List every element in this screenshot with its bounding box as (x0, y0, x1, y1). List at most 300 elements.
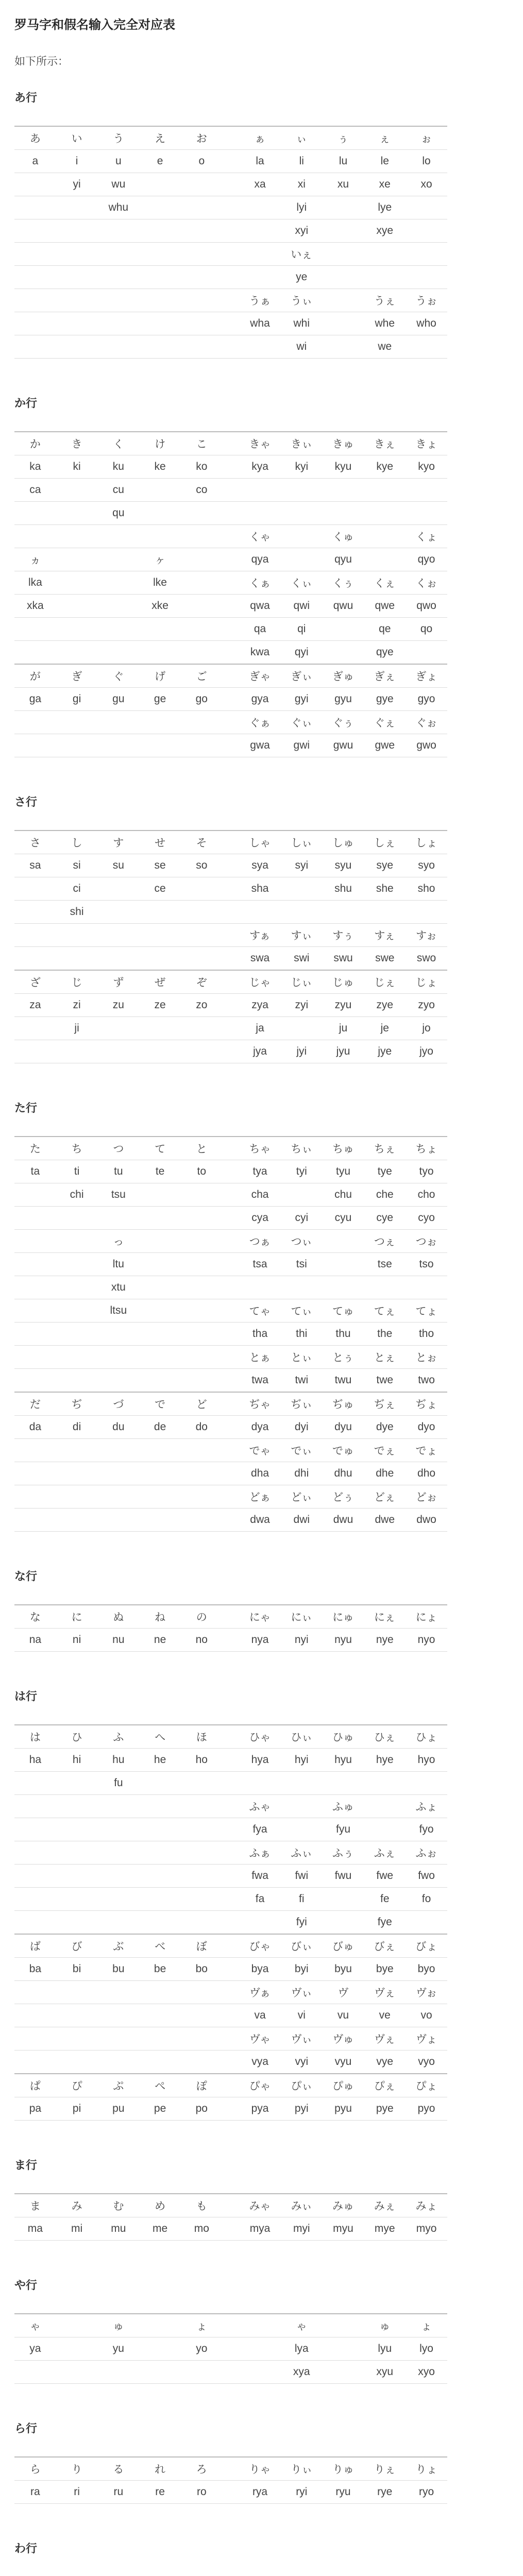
table-cell: きぇ (364, 432, 406, 455)
table-cell: ヴょ (406, 2027, 447, 2050)
table-cell: shi (56, 901, 98, 924)
table-cell: di (56, 1416, 98, 1439)
table-cell (97, 2361, 139, 2384)
table-cell: sha (239, 877, 281, 901)
table-cell (56, 1462, 98, 1485)
table-row (14, 901, 447, 924)
table-cell: てぃ (281, 1299, 323, 1323)
table-cell: ちゃ (239, 1137, 281, 1160)
table-cell: ye (281, 266, 323, 289)
table-cell: ぎゃ (239, 664, 281, 688)
table-cell: bi (56, 1958, 98, 1981)
table-cell: ふぅ (323, 1841, 364, 1865)
table-cell (281, 548, 323, 571)
table-cell: dye (364, 1416, 406, 1439)
table-cell (323, 641, 364, 665)
table-cell (139, 173, 181, 196)
table-cell: syo (406, 854, 447, 877)
table-cell (14, 1276, 56, 1299)
table-row (14, 1818, 447, 1841)
table-cell: su (97, 854, 139, 877)
table-cell: syu (323, 854, 364, 877)
table-cell: ひょ (406, 1725, 447, 1749)
table-row (14, 711, 447, 734)
table-cell (239, 1276, 281, 1299)
table-cell: ke (139, 455, 181, 479)
table-cell (281, 1818, 323, 1841)
table-cell: fwi (281, 1865, 323, 1888)
table-cell (56, 1818, 98, 1841)
table-cell: be (139, 1958, 181, 1981)
table-cell (97, 219, 139, 243)
column-gap (223, 1323, 240, 1346)
table-cell (14, 335, 56, 359)
table-cell: jyi (281, 1040, 323, 1063)
table-cell: u (97, 150, 139, 173)
table-cell (139, 2050, 181, 2074)
intro-text: 如下所示： (14, 56, 69, 67)
table-cell: へ (139, 1725, 181, 1749)
table-cell: そ (181, 831, 223, 854)
table-cell: va (239, 2004, 281, 2027)
table-cell: ち (56, 1137, 98, 1160)
table-cell: hyi (281, 1749, 323, 1772)
table-cell: i (56, 150, 98, 173)
table-cell: za (14, 994, 56, 1017)
table-cell (139, 289, 181, 312)
table-cell: cu (97, 479, 139, 502)
table-cell: hyu (323, 1749, 364, 1772)
table-cell (139, 1369, 181, 1393)
table-cell (14, 1841, 56, 1865)
table-cell (181, 548, 223, 571)
table-cell (364, 901, 406, 924)
column-gap (223, 664, 240, 688)
table-cell (14, 877, 56, 901)
table-cell: bya (239, 1958, 281, 1981)
table-cell (406, 1276, 447, 1299)
table-cell: ヴぇ (364, 2027, 406, 2050)
table-cell (56, 1276, 98, 1299)
table-cell (97, 877, 139, 901)
table-cell: せ (139, 831, 181, 854)
table-cell (97, 618, 139, 641)
table-cell (364, 1276, 406, 1299)
table-cell: dyi (281, 1416, 323, 1439)
table-cell: ltu (97, 1253, 139, 1276)
table-cell: ya (14, 2337, 56, 2361)
table-cell: ぢ (56, 1392, 98, 1416)
table-cell (281, 502, 323, 525)
table-row (14, 571, 447, 595)
column-gap (223, 2457, 240, 2481)
table-cell: だ (14, 1392, 56, 1416)
table-cell: qyi (281, 641, 323, 665)
table-cell: tsi (281, 1253, 323, 1276)
table-cell: tyo (406, 1160, 447, 1183)
table-row (14, 243, 447, 266)
table-cell: gye (364, 688, 406, 711)
kana-section (14, 2157, 502, 2241)
table-cell (14, 1017, 56, 1040)
table-row (14, 2194, 447, 2217)
table-cell (56, 335, 98, 359)
table-cell: きぃ (281, 432, 323, 455)
column-gap (223, 455, 240, 479)
table-cell: うぇ (364, 289, 406, 312)
table-cell: xtu (97, 1276, 139, 1299)
table-cell (239, 2314, 281, 2337)
table-cell: qyu (323, 548, 364, 571)
table-cell: vye (364, 2050, 406, 2074)
table-cell: nya (239, 1629, 281, 1652)
table-cell (139, 525, 181, 548)
table-cell: twi (281, 1369, 323, 1393)
table-cell: ぢぇ (364, 1392, 406, 1416)
table-cell (139, 219, 181, 243)
kana-section (14, 1099, 502, 1532)
table-cell (406, 196, 447, 219)
table-cell: to (181, 1160, 223, 1183)
table-cell: に (56, 1605, 98, 1629)
table-cell (97, 1369, 139, 1393)
table-row (14, 1888, 447, 1911)
table-row (14, 2074, 447, 2097)
column-gap (223, 641, 240, 665)
table-cell: zya (239, 994, 281, 1017)
table-cell: qwi (281, 595, 323, 618)
table-cell: いぇ (281, 243, 323, 266)
table-cell (364, 243, 406, 266)
table-cell: je (364, 1017, 406, 1040)
table-row (14, 1183, 447, 1207)
table-row (14, 502, 447, 525)
table-cell: qu (97, 502, 139, 525)
table-cell: ぷ (97, 2074, 139, 2097)
table-cell (139, 1462, 181, 1485)
table-cell (323, 2361, 364, 2384)
column-gap (223, 1137, 240, 1160)
table-cell: じぃ (281, 970, 323, 994)
table-cell: rye (364, 2481, 406, 2504)
table-cell: じぇ (364, 970, 406, 994)
table-cell: da (14, 1416, 56, 1439)
table-cell: tsa (239, 1253, 281, 1276)
table-cell: ku (97, 455, 139, 479)
table-cell (56, 243, 98, 266)
table-cell: pyi (281, 2097, 323, 2121)
column-gap (223, 243, 240, 266)
table-cell: とぇ (364, 1346, 406, 1369)
table-cell: お (181, 126, 223, 150)
table-cell (239, 901, 281, 924)
table-cell: cyo (406, 1207, 447, 1230)
column-gap (223, 1911, 240, 1935)
table-cell (97, 734, 139, 757)
table-cell (14, 1207, 56, 1230)
table-cell: swo (406, 947, 447, 971)
table-cell: zye (364, 994, 406, 1017)
table-row (14, 219, 447, 243)
table-cell: mya (239, 2217, 281, 2241)
table-cell: みゃ (239, 2194, 281, 2217)
table-cell: dha (239, 1462, 281, 1485)
table-cell: ぴゅ (323, 2074, 364, 2097)
table-cell: くぅ (323, 571, 364, 595)
table-cell: gyo (406, 688, 447, 711)
table-cell (97, 1841, 139, 1865)
table-cell (14, 1323, 56, 1346)
table-cell: ほ (181, 1725, 223, 1749)
table-cell: ぞ (181, 970, 223, 994)
table-cell: qya (239, 548, 281, 571)
table-cell (364, 479, 406, 502)
table-cell (181, 1369, 223, 1393)
table-cell: kya (239, 455, 281, 479)
table-cell: ヴゅ (323, 2027, 364, 2050)
table-cell (56, 1981, 98, 2004)
table-cell (97, 312, 139, 335)
table-row (14, 2027, 447, 2050)
table-cell: hu (97, 1749, 139, 1772)
table-cell: どぉ (406, 1485, 447, 1509)
table-cell: tho (406, 1323, 447, 1346)
table-cell (364, 1795, 406, 1818)
table-cell: tyi (281, 1160, 323, 1183)
table-cell (239, 219, 281, 243)
table-cell (239, 479, 281, 502)
table-cell: tya (239, 1160, 281, 1183)
table-cell (14, 1865, 56, 1888)
table-cell (181, 1818, 223, 1841)
table-cell: ni (56, 1629, 98, 1652)
table-cell (139, 711, 181, 734)
table-cell (97, 1207, 139, 1230)
table-cell: pe (139, 2097, 181, 2121)
table-cell (56, 1207, 98, 1230)
table-cell: lya (281, 2337, 323, 2361)
table-cell (323, 1276, 364, 1299)
table-cell (323, 901, 364, 924)
table-cell: tse (364, 1253, 406, 1276)
table-cell (364, 548, 406, 571)
table-cell: xa (239, 173, 281, 196)
table-cell: bu (97, 1958, 139, 1981)
table-cell (181, 1981, 223, 2004)
column-gap (223, 2004, 240, 2027)
table-cell (364, 1772, 406, 1795)
column-gap (223, 1509, 240, 1532)
table-cell: byo (406, 1958, 447, 1981)
table-cell (239, 1911, 281, 1935)
table-cell: つぃ (281, 1230, 323, 1253)
table-cell (14, 1818, 56, 1841)
table-cell (14, 266, 56, 289)
table-cell (56, 595, 98, 618)
table-row (14, 1137, 447, 1160)
table-row (14, 1911, 447, 1935)
table-cell: pi (56, 2097, 98, 2121)
table-cell (239, 335, 281, 359)
table-cell: み (56, 2194, 98, 2217)
table-cell (139, 1323, 181, 1346)
table-cell (14, 1439, 56, 1462)
table-cell (181, 1207, 223, 1230)
table-cell: しゃ (239, 831, 281, 854)
column-gap (223, 1841, 240, 1865)
table-cell: ヴぃ (281, 2027, 323, 2050)
table-row (14, 266, 447, 289)
sections-container (14, 89, 502, 2576)
table-cell: pa (14, 2097, 56, 2121)
table-row (14, 1160, 447, 1183)
column-gap (223, 150, 240, 173)
table-row (14, 1462, 447, 1485)
table-cell: cyi (281, 1207, 323, 1230)
table-cell (97, 1323, 139, 1346)
table-row (14, 432, 447, 455)
table-cell (14, 1253, 56, 1276)
table-cell: cya (239, 1207, 281, 1230)
table-cell: vyi (281, 2050, 323, 2074)
table-cell (14, 1230, 56, 1253)
table-cell: thi (281, 1323, 323, 1346)
table-cell (56, 1323, 98, 1346)
table-cell (181, 1323, 223, 1346)
table-cell: kyu (323, 455, 364, 479)
table-cell: ho (181, 1749, 223, 1772)
table-cell (97, 335, 139, 359)
table-cell (97, 2004, 139, 2027)
table-row (14, 1841, 447, 1865)
table-cell: qo (406, 618, 447, 641)
table-cell: どぅ (323, 1485, 364, 1509)
table-cell (406, 641, 447, 665)
table-cell: べ (139, 1934, 181, 1958)
column-gap (223, 289, 240, 312)
table-cell (406, 502, 447, 525)
column-gap (223, 312, 240, 335)
kana-table (14, 2313, 447, 2384)
table-cell: twu (323, 1369, 364, 1393)
table-cell: ze (139, 994, 181, 1017)
table-cell (97, 2027, 139, 2050)
table-cell (181, 312, 223, 335)
table-row (14, 1253, 447, 1276)
table-cell (14, 1346, 56, 1369)
table-cell (97, 243, 139, 266)
table-cell (139, 1439, 181, 1462)
table-cell: ti (56, 1160, 98, 1183)
column-gap (223, 1981, 240, 2004)
table-cell: じゅ (323, 970, 364, 994)
kana-section (14, 1568, 502, 1652)
table-cell (239, 266, 281, 289)
table-cell: vi (281, 2004, 323, 2027)
table-cell: ぃ (281, 126, 323, 150)
table-cell (281, 877, 323, 901)
table-cell: pye (364, 2097, 406, 2121)
column-gap (223, 1369, 240, 1393)
table-row (14, 525, 447, 548)
table-cell (14, 734, 56, 757)
table-cell (97, 1911, 139, 1935)
table-cell: ki (56, 455, 98, 479)
kana-section (14, 2540, 502, 2576)
table-cell: ji (56, 1017, 98, 1040)
table-cell (323, 1888, 364, 1911)
column-gap (223, 1462, 240, 1485)
table-cell (56, 196, 98, 219)
table-cell (181, 1841, 223, 1865)
column-gap (223, 196, 240, 219)
table-cell: ryu (323, 2481, 364, 2504)
table-cell: げ (139, 664, 181, 688)
table-cell: ca (14, 479, 56, 502)
table-cell: りょ (406, 2457, 447, 2481)
section-heading: や行 (14, 2279, 38, 2292)
table-cell: tso (406, 1253, 447, 1276)
table-cell (14, 1888, 56, 1911)
table-cell: ら (14, 2457, 56, 2481)
table-cell: も (181, 2194, 223, 2217)
kana-section (14, 1688, 502, 2121)
table-cell: rya (239, 2481, 281, 2504)
table-cell: くゅ (323, 525, 364, 548)
table-cell: ぢゃ (239, 1392, 281, 1416)
table-cell: ば (14, 1934, 56, 1958)
table-row (14, 994, 447, 1017)
table-row (14, 1605, 447, 1629)
table-cell: lka (14, 571, 56, 595)
table-cell: ど (181, 1392, 223, 1416)
table-cell (181, 947, 223, 971)
table-cell: ひゅ (323, 1725, 364, 1749)
table-cell: ぴょ (406, 2074, 447, 2097)
table-cell (139, 734, 181, 757)
table-cell: zi (56, 994, 98, 1017)
table-cell: sya (239, 854, 281, 877)
table-cell: hya (239, 1749, 281, 1772)
table-cell: gya (239, 688, 281, 711)
table-cell: ふぃ (281, 1841, 323, 1865)
table-cell: ぁ (239, 126, 281, 150)
table-cell: みぃ (281, 2194, 323, 2217)
table-cell: wi (281, 335, 323, 359)
table-cell: ha (14, 1749, 56, 1772)
table-cell (56, 1369, 98, 1393)
column-gap (223, 266, 240, 289)
table-row (14, 854, 447, 877)
table-cell (239, 196, 281, 219)
table-cell: びぃ (281, 1934, 323, 1958)
table-cell: xyu (364, 2361, 406, 2384)
table-cell: myi (281, 2217, 323, 2241)
table-cell: ヴゃ (239, 2027, 281, 2050)
table-cell: ぎょ (406, 664, 447, 688)
table-cell (181, 1911, 223, 1935)
column-gap (223, 126, 240, 150)
table-cell: ヴ (323, 1981, 364, 2004)
table-cell (97, 1485, 139, 1509)
column-gap (223, 947, 240, 971)
column-gap (223, 1958, 240, 1981)
table-cell (56, 1253, 98, 1276)
table-cell (281, 1772, 323, 1795)
table-cell (181, 1772, 223, 1795)
table-cell: gwu (323, 734, 364, 757)
table-cell: ne (139, 1629, 181, 1652)
